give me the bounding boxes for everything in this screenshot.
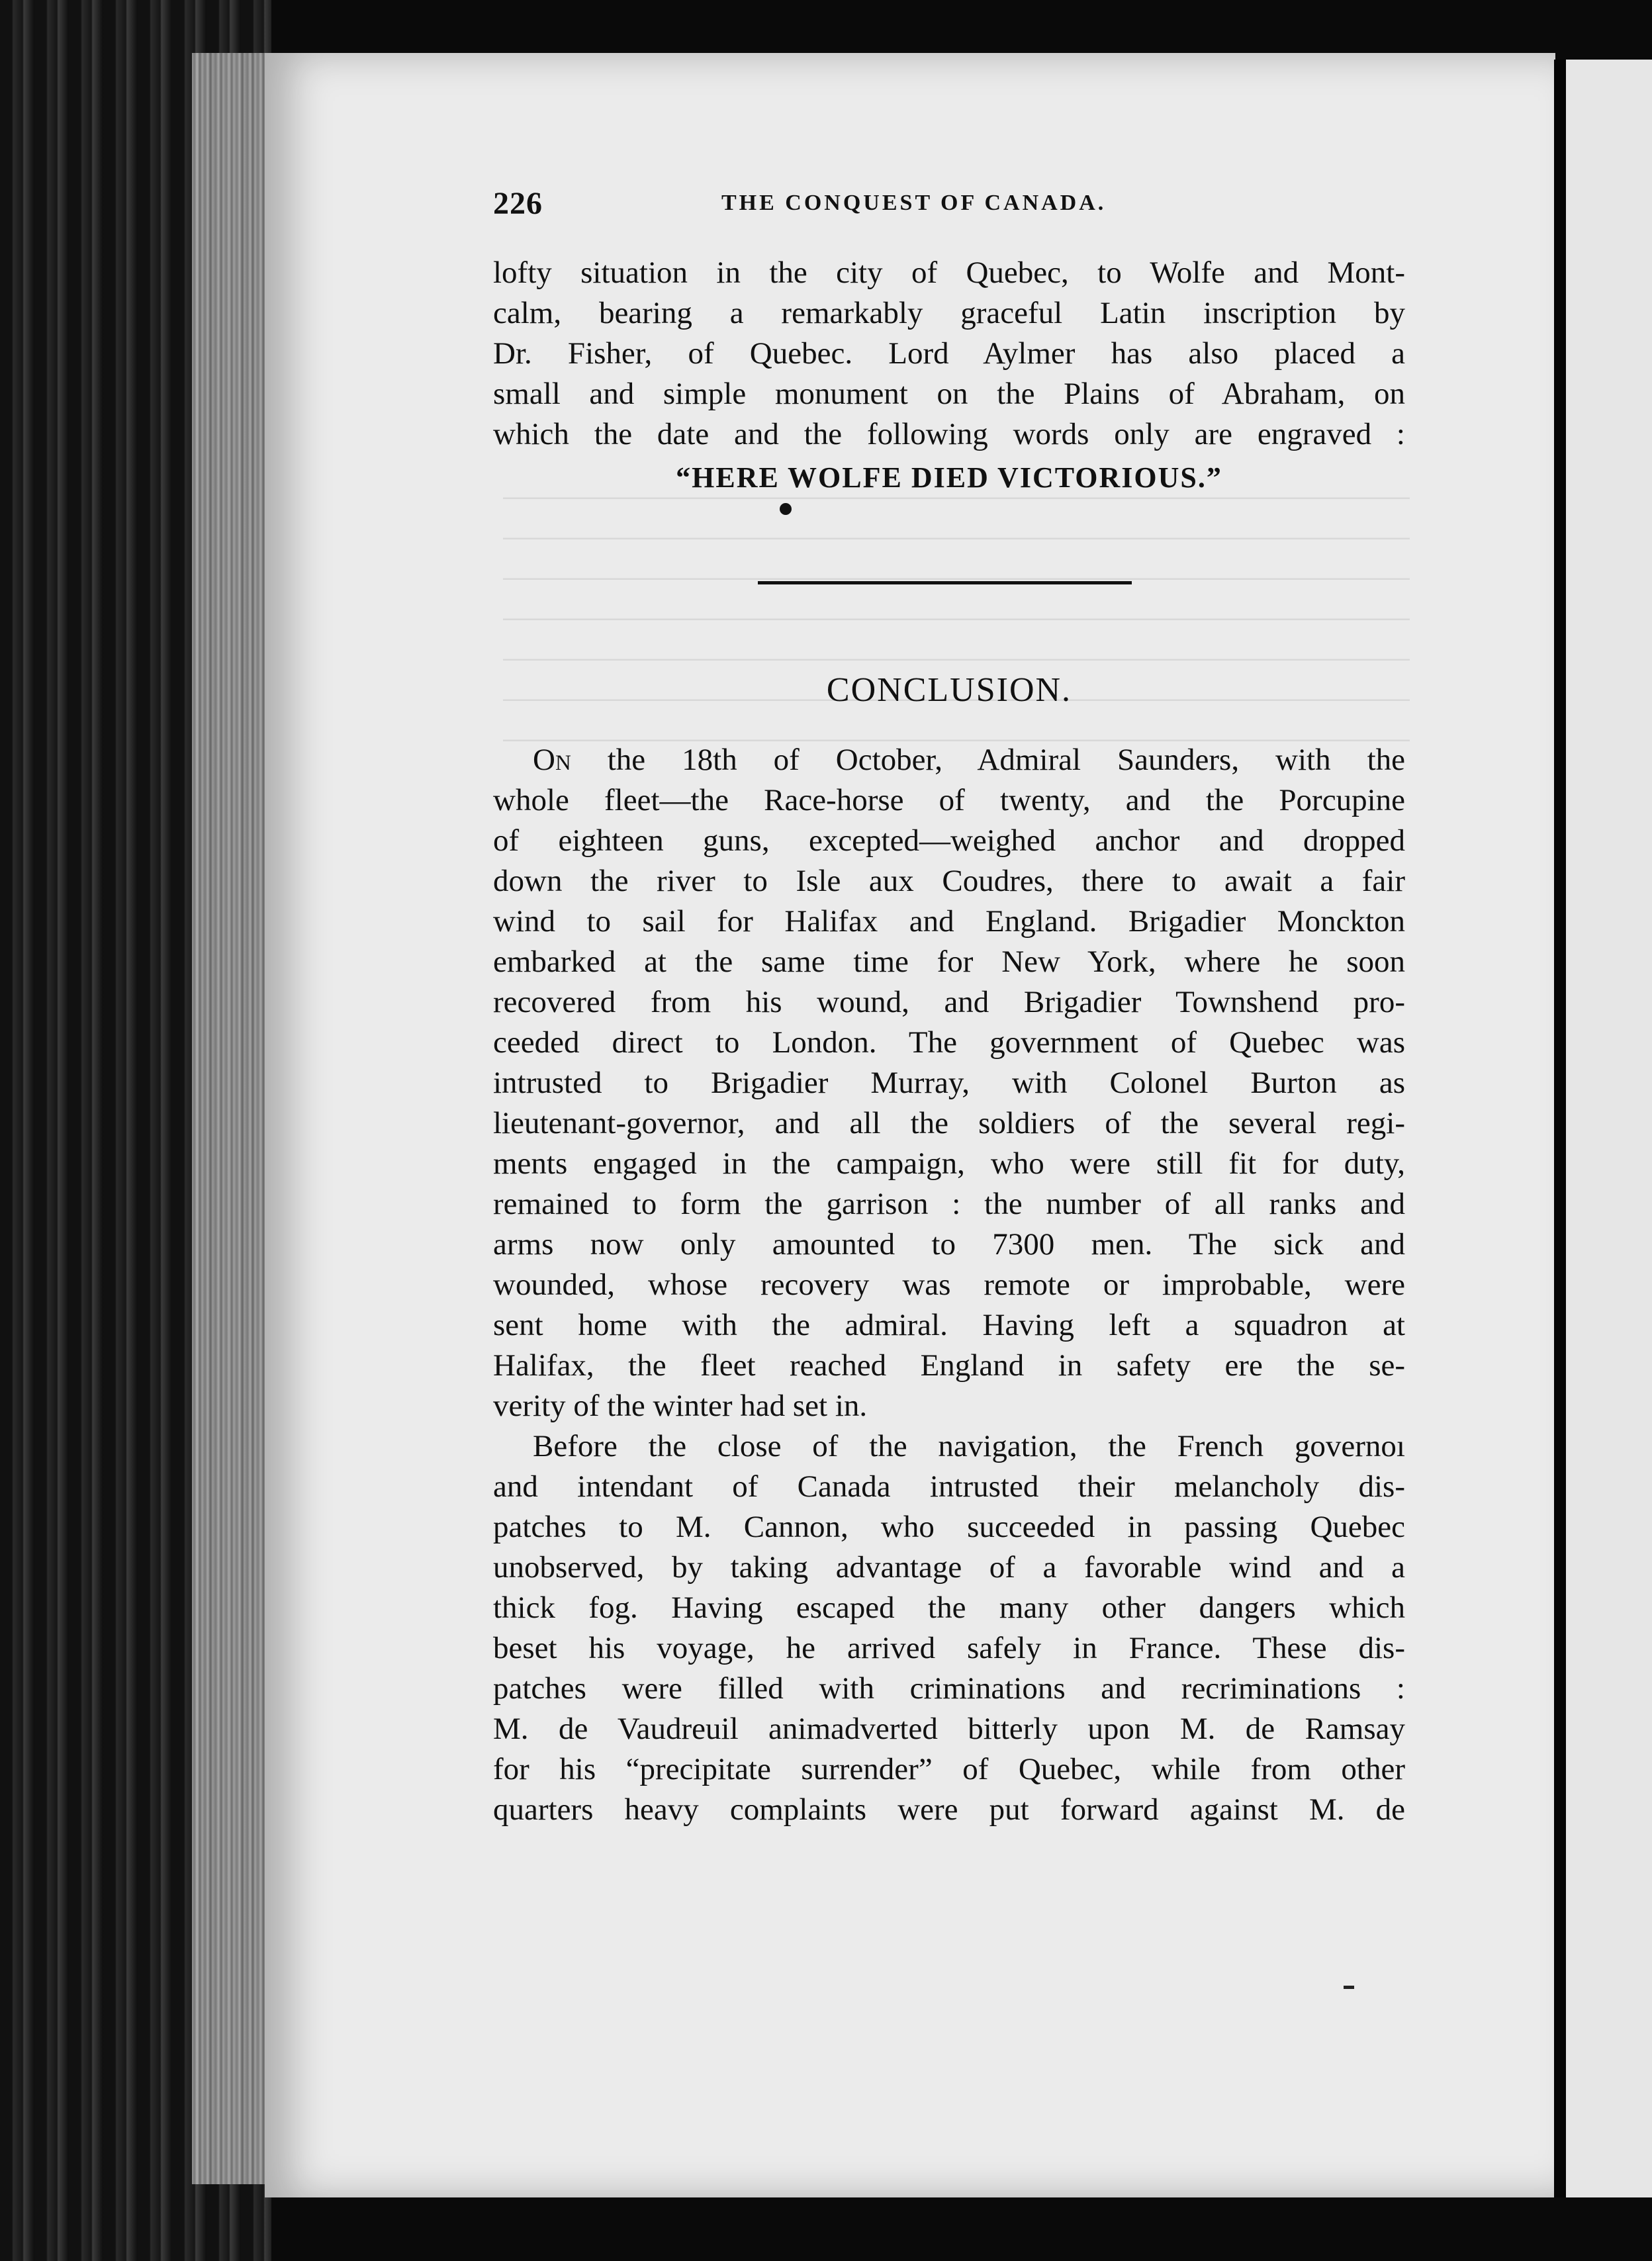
text-line: beset his voyage, he arrived safely in France. These dis- <box>493 1631 1405 1665</box>
text-line: Halifax, the fleet reached England in safety ere the se- <box>493 1348 1405 1383</box>
text-line: unobserved, by taking advantage of a favorable wind and a <box>493 1550 1405 1585</box>
running-head: THE CONQUEST OF CANADA. <box>721 191 1107 215</box>
text-line: which the date and the following words only are engraved : <box>493 417 1405 451</box>
text-line: and intendant of Canada intrusted their melancholy dis- <box>493 1469 1405 1504</box>
text-line: Before the close of the navigation, the French governoı <box>533 1429 1405 1463</box>
text-line-rest: the 18th of October, Admiral Saunders, with the <box>571 743 1405 777</box>
text-line: intrusted to Brigadier Murray, with Colonel Burton as <box>493 1066 1405 1100</box>
drop-word: On <box>533 743 571 777</box>
text-line: lieutenant-governor, and all the soldiers of the several regi- <box>493 1106 1405 1140</box>
text-line: for his “precipitate surrender” of Quebec, while from other <box>493 1752 1405 1786</box>
text-line: whole fleet—the Race-horse of twenty, and the Porcupine <box>493 783 1405 817</box>
stray-mark <box>1344 1986 1354 1989</box>
text-line: M. de Vaudreuil animadverted bitterly upon M. de Ramsay <box>493 1712 1405 1746</box>
text-line: calm, bearing a remarkably graceful Latin inscription by <box>493 296 1405 330</box>
inscription-quote: “HERE WOLFE DIED VICTORIOUS.” <box>676 461 1222 494</box>
text-line: wounded, whose recovery was remote or improbable, were <box>493 1268 1405 1302</box>
text-line: Dr. Fisher, of Quebec. Lord Aylmer has also placed a <box>493 336 1405 371</box>
facing-page-edge <box>1554 60 1652 2197</box>
text-line: thick fog. Having escaped the many other dangers which <box>493 1591 1405 1625</box>
section-title: CONCLUSION. <box>826 671 1072 709</box>
text-line: quarters heavy complaints were put forward against M. de <box>493 1792 1405 1827</box>
page-edges <box>192 53 271 2184</box>
text-line: sent home with the admiral. Having left a squadron at <box>493 1308 1405 1342</box>
conclusion-body <box>493 740 1405 1830</box>
text-line: wind to sail for Halifax and England. Brigadier Monckton <box>493 904 1405 939</box>
page-header <box>493 185 1406 225</box>
text-line: verity of the winter had set in. <box>493 1389 868 1423</box>
text-line: remained to form the garrison : the number of all ranks and <box>493 1187 1405 1221</box>
text-line: arms now only amounted to 7300 men. The sick and <box>493 1227 1405 1262</box>
text-line: down the river to Isle aux Coudres, there to await a fair <box>493 864 1405 898</box>
page-number: 226 <box>493 186 543 221</box>
text-line: recovered from his wound, and Brigadier Townshend pro- <box>493 985 1405 1019</box>
ornament-dot <box>780 503 792 515</box>
section-divider <box>758 581 1132 584</box>
text-line: of eighteen guns, excepted—weighed anchor and dropped <box>493 823 1405 858</box>
text-line: ments engaged in the campaign, who were still fit for duty, <box>493 1146 1405 1181</box>
text-line: ceeded direct to London. The government of Quebec was <box>493 1025 1405 1060</box>
text-line: lofty situation in the city of Quebec, to Wolfe and Mont- <box>493 255 1405 290</box>
text-line: patches were filled with criminations and recriminations : <box>493 1671 1405 1706</box>
intro-paragraph <box>493 253 1405 455</box>
text-line: embarked at the same time for New York, where he soon <box>493 945 1405 979</box>
text-line: patches to M. Cannon, who succeeded in passing Quebec <box>493 1510 1405 1544</box>
text-line: small and simple monument on the Plains of Abraham, on <box>493 377 1405 411</box>
text-line <box>493 740 1405 780</box>
